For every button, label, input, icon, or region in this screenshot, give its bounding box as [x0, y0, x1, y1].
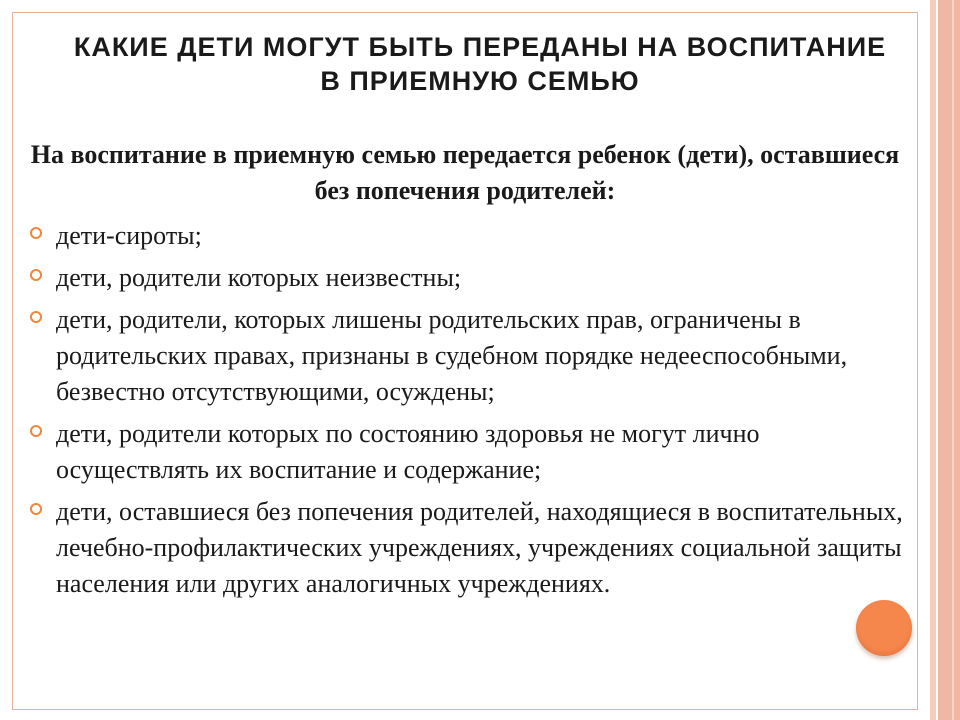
- list-item-text: дети-сироты;: [56, 221, 202, 250]
- list-item: [30, 302, 910, 410]
- list-item: [30, 416, 910, 488]
- intro-text: На воспитание в приемную семью передается ребенок (дети), оставшиеся без попечения родителей:: [30, 140, 900, 205]
- list-item-text: дети, родители которых неизвестны;: [56, 263, 462, 292]
- bullet-icon: [30, 269, 42, 281]
- bullet-icon: [30, 311, 42, 323]
- slide-title: КАКИЕ ДЕТИ МОГУТ БЫТЬ ПЕРЕДАНЫ НА ВОСПИТАНИЕ В ПРИЕМНУЮ СЕМЬЮ: [73, 32, 887, 96]
- list-item-text: дети, родители, которых лишены родительских прав, ограничены в родительских правах, признаны в судебном порядке недееспособными, безвестно отсутствующими, осуждены;: [56, 305, 848, 406]
- decorative-stripe: [930, 0, 936, 720]
- list-item-text: дети, оставшиеся без попечения родителей, находящиеся в воспитательных, лечебно-профилактических учреждениях, учреждениях социальной защиты населения или других аналогичных учреждениях.: [56, 497, 903, 598]
- bullet-icon: [30, 227, 42, 239]
- bullet-list: [30, 218, 910, 608]
- list-item: [30, 260, 910, 296]
- list-item: [30, 218, 910, 254]
- decorative-stripe: [952, 0, 954, 720]
- list-item: [30, 494, 910, 602]
- decorative-stripe: [938, 0, 960, 720]
- list-item-text: дети, родители которых по состоянию здоровья не могут лично осуществлять их воспитание и содержание;: [56, 419, 760, 484]
- bullet-icon: [30, 425, 42, 437]
- decorative-circle: [856, 600, 912, 656]
- bullet-icon: [30, 503, 42, 515]
